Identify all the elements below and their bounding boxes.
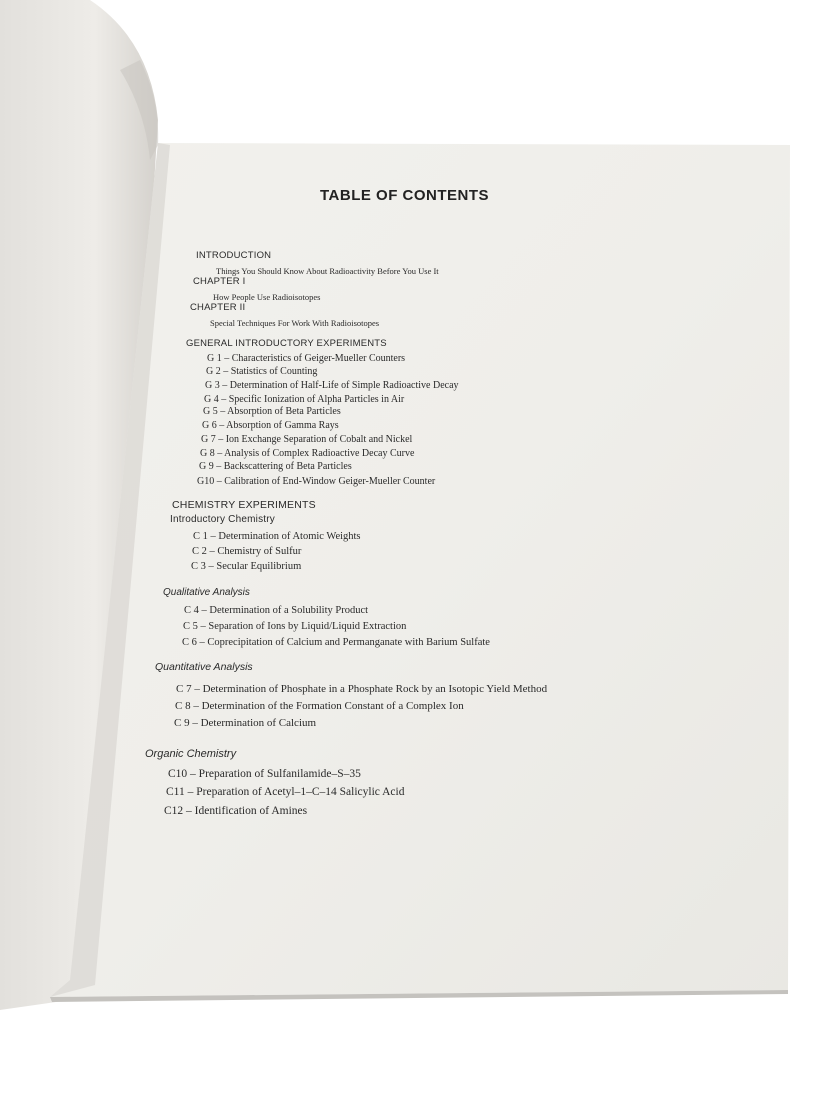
toc-item-c11: C11 – Preparation of Acetyl–1–C–14 Salicylic Acid bbox=[166, 786, 405, 798]
toc-item-g7: G 7 – Ion Exchange Separation of Cobalt and Nickel bbox=[201, 434, 413, 445]
toc-section-quantitative-analysis: Quantitative Analysis bbox=[155, 661, 253, 673]
toc-heading-chemistry: CHEMISTRY EXPERIMENTS bbox=[172, 499, 316, 511]
toc-item-c8: C 8 – Determination of the Formation Constant of a Complex Ion bbox=[175, 700, 464, 712]
toc-section-introductory-chemistry: Introductory Chemistry bbox=[170, 514, 275, 525]
toc-item-g10: G10 – Calibration of End-Window Geiger-Mueller Counter bbox=[197, 476, 436, 487]
toc-item-c7: C 7 – Determination of Phosphate in a Phosphate Rock by an Isotopic Yield Method bbox=[176, 683, 548, 695]
toc-heading-chapter-2: CHAPTER II bbox=[190, 302, 246, 313]
toc-item-g1: G 1 – Characteristics of Geiger-Mueller Counters bbox=[207, 353, 406, 364]
toc-item-g6: G 6 – Absorption of Gamma Rays bbox=[202, 420, 339, 431]
toc-section-qualitative-analysis: Qualitative Analysis bbox=[163, 587, 250, 598]
toc-item-g4: G 4 – Specific Ionization of Alpha Particles in Air bbox=[204, 394, 405, 405]
toc-item-c9: C 9 – Determination of Calcium bbox=[174, 717, 317, 729]
toc-sub-chapter-1: How People Use Radioisotopes bbox=[213, 292, 321, 302]
toc-item-g2: G 2 – Statistics of Counting bbox=[206, 366, 318, 377]
toc-item-c10: C10 – Preparation of Sulfanilamide–S–35 bbox=[168, 768, 361, 780]
toc-section-organic-chemistry: Organic Chemistry bbox=[145, 748, 237, 760]
toc-item-c1: C 1 – Determination of Atomic Weights bbox=[193, 531, 361, 542]
toc-sub-chapter-2: Special Techniques For Work With Radioisotopes bbox=[210, 318, 380, 328]
toc-item-c5: C 5 – Separation of Ions by Liquid/Liquid Extraction bbox=[183, 621, 407, 632]
toc-heading-general: GENERAL INTRODUCTORY EXPERIMENTS bbox=[186, 338, 387, 349]
toc-item-c4: C 4 – Determination of a Solubility Product bbox=[184, 605, 369, 616]
toc-item-c3: C 3 – Secular Equilibrium bbox=[191, 561, 302, 572]
toc-item-c2: C 2 – Chemistry of Sulfur bbox=[192, 546, 302, 557]
toc-item-c12: C12 – Identification of Amines bbox=[164, 805, 308, 817]
toc-item-g5: G 5 – Absorption of Beta Particles bbox=[203, 406, 341, 417]
toc-heading-chapter-1: CHAPTER I bbox=[193, 276, 246, 287]
toc-item-g9: G 9 – Backscattering of Beta Particles bbox=[199, 461, 352, 472]
toc-item-g3: G 3 – Determination of Half-Life of Simple Radioactive Decay bbox=[205, 380, 459, 391]
toc-heading-introduction: INTRODUCTION bbox=[196, 250, 272, 261]
toc-item-c6: C 6 – Coprecipitation of Calcium and Permanganate with Barium Sulfate bbox=[182, 637, 490, 648]
toc-item-g8: G 8 – Analysis of Complex Radioactive Decay Curve bbox=[200, 448, 415, 459]
page-title: TABLE OF CONTENTS bbox=[320, 187, 490, 204]
toc-sub-introduction: Things You Should Know About Radioactivity Before You Use It bbox=[216, 266, 439, 276]
